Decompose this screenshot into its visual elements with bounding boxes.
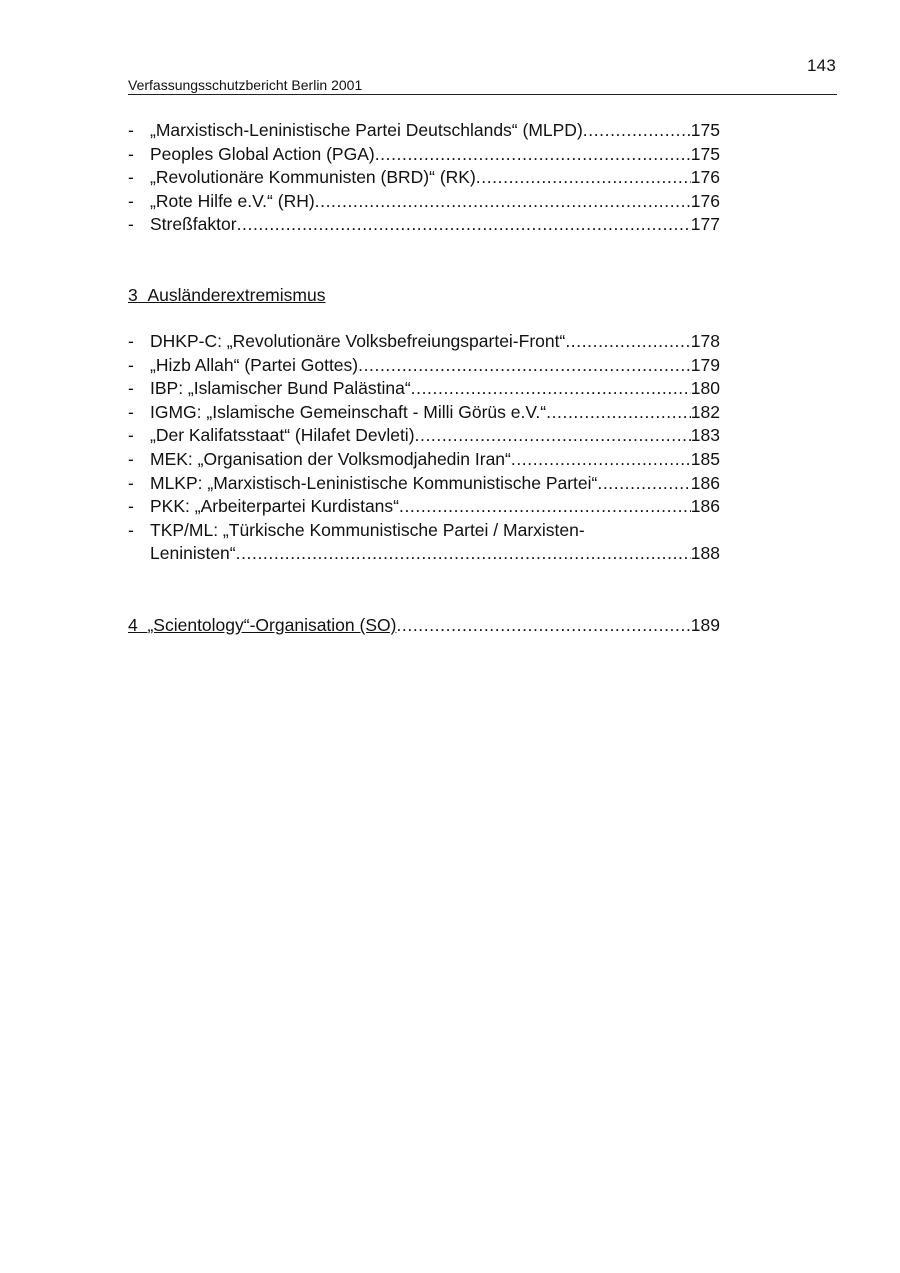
list-dash: - [128, 214, 134, 235]
toc-entry[interactable] [128, 213, 720, 237]
toc-entry[interactable] [128, 190, 720, 214]
section-title: Ausländerextremismus [147, 285, 326, 305]
dot-leader [237, 213, 691, 237]
dot-leader [546, 401, 691, 425]
page-number: 143 [807, 56, 836, 75]
entry-title: „Marxistisch-Leninistische Partei Deutschlands“ (MLPD) [150, 120, 583, 140]
dot-leader [375, 143, 691, 167]
entry-page: 188 [690, 543, 720, 564]
list-dash: - [128, 143, 134, 164]
list-dash: - [128, 425, 134, 446]
entry-title: Peoples Global Action (PGA) [150, 143, 375, 164]
entry-title-continuation: Leninisten“ [150, 543, 236, 564]
dot-leader [597, 472, 690, 496]
toc-entry[interactable] [128, 448, 720, 472]
entry-page: 179 [690, 354, 720, 375]
entry-page: 176 [690, 167, 720, 188]
toc-entry[interactable] [128, 166, 720, 190]
list-dash: - [128, 120, 134, 140]
entry-title: MLKP: „Marxistisch-Leninistische Kommunistische Partei“ [150, 472, 598, 493]
section-heading-4[interactable] [128, 614, 720, 638]
toc-entry-multiline-first[interactable] [128, 519, 720, 543]
entry-page: 175 [690, 143, 720, 164]
entry-page: 182 [690, 401, 720, 422]
toc-entry[interactable] [128, 330, 720, 354]
dot-leader [511, 448, 691, 472]
entry-page: 186 [690, 496, 720, 517]
list-dash: - [128, 496, 134, 517]
dot-leader [415, 424, 691, 448]
list-dash: - [128, 448, 134, 469]
entry-page: 176 [690, 190, 720, 211]
entry-title: „Hizb Allah“ (Partei Gottes) [150, 354, 359, 375]
entry-page: 186 [690, 472, 720, 493]
section-heading-3[interactable] [128, 284, 325, 308]
toc-entry[interactable] [128, 143, 720, 167]
list-dash: - [128, 354, 134, 375]
toc-list-foreign-extremism [128, 330, 720, 566]
dot-leader [411, 377, 691, 401]
dot-leader [399, 495, 691, 519]
entry-page: 178 [690, 331, 720, 351]
entry-title: „Revolutionäre Kommunisten (BRD)“ (RK) [150, 167, 476, 188]
toc-entry[interactable] [128, 377, 720, 401]
entry-page: 175 [690, 120, 720, 140]
entry-title: IGMG: „Islamische Gemeinschaft - Milli Görüs e.V.“ [150, 401, 547, 422]
list-dash: - [128, 331, 134, 351]
entry-title: „Rote Hilfe e.V.“ (RH) [150, 190, 315, 211]
dot-leader [358, 354, 691, 378]
entry-title: PKK: „Arbeiterpartei Kurdistans“ [150, 496, 399, 517]
entry-page: 180 [690, 378, 720, 399]
entry-title: „Der Kalifatsstaat“ (Hilafet Devleti) [150, 425, 415, 446]
list-dash: - [128, 519, 134, 540]
toc-entry[interactable] [128, 401, 720, 425]
list-dash: - [128, 167, 134, 188]
toc-entry[interactable] [128, 354, 720, 378]
entry-page: 185 [690, 448, 720, 469]
entry-page: 183 [690, 425, 720, 446]
entry-title: TKP/ML: „Türkische Kommunistische Partei / Marxisten- [150, 519, 585, 540]
list-dash: - [128, 378, 134, 399]
list-dash: - [128, 401, 134, 422]
entry-title: IBP: „Islamischer Bund Palästina“ [150, 378, 411, 399]
dot-leader [476, 166, 691, 190]
section-number: 3 [128, 285, 138, 305]
running-header: Verfassungsschutzbericht Berlin 2001 [128, 77, 837, 95]
toc-entry[interactable] [128, 119, 720, 143]
toc-entry-multiline-continuation[interactable] [128, 542, 720, 566]
section-number: 4 [128, 615, 138, 635]
list-dash: - [128, 190, 134, 211]
entry-title: DHKP-C: „Revolutionäre Volksbefreiungspartei-Front“ [150, 331, 566, 351]
dot-leader [236, 542, 691, 566]
entry-page: 189 [690, 615, 720, 635]
dot-leader [565, 330, 690, 354]
list-dash: - [128, 472, 134, 493]
dot-leader [583, 119, 691, 143]
dot-leader [396, 614, 690, 638]
toc-entry[interactable] [128, 472, 720, 496]
entry-title: MEK: „Organisation der Volksmodjahedin Iran“ [150, 448, 511, 469]
toc-list-left-extremism [128, 119, 720, 237]
toc-entry[interactable] [128, 495, 720, 519]
section-title: „Scientology“-Organisation (SO) [147, 615, 397, 635]
entry-title: Streßfaktor [150, 214, 237, 235]
toc-entry[interactable] [128, 424, 720, 448]
entry-page: 177 [690, 214, 720, 235]
dot-leader [315, 190, 691, 214]
